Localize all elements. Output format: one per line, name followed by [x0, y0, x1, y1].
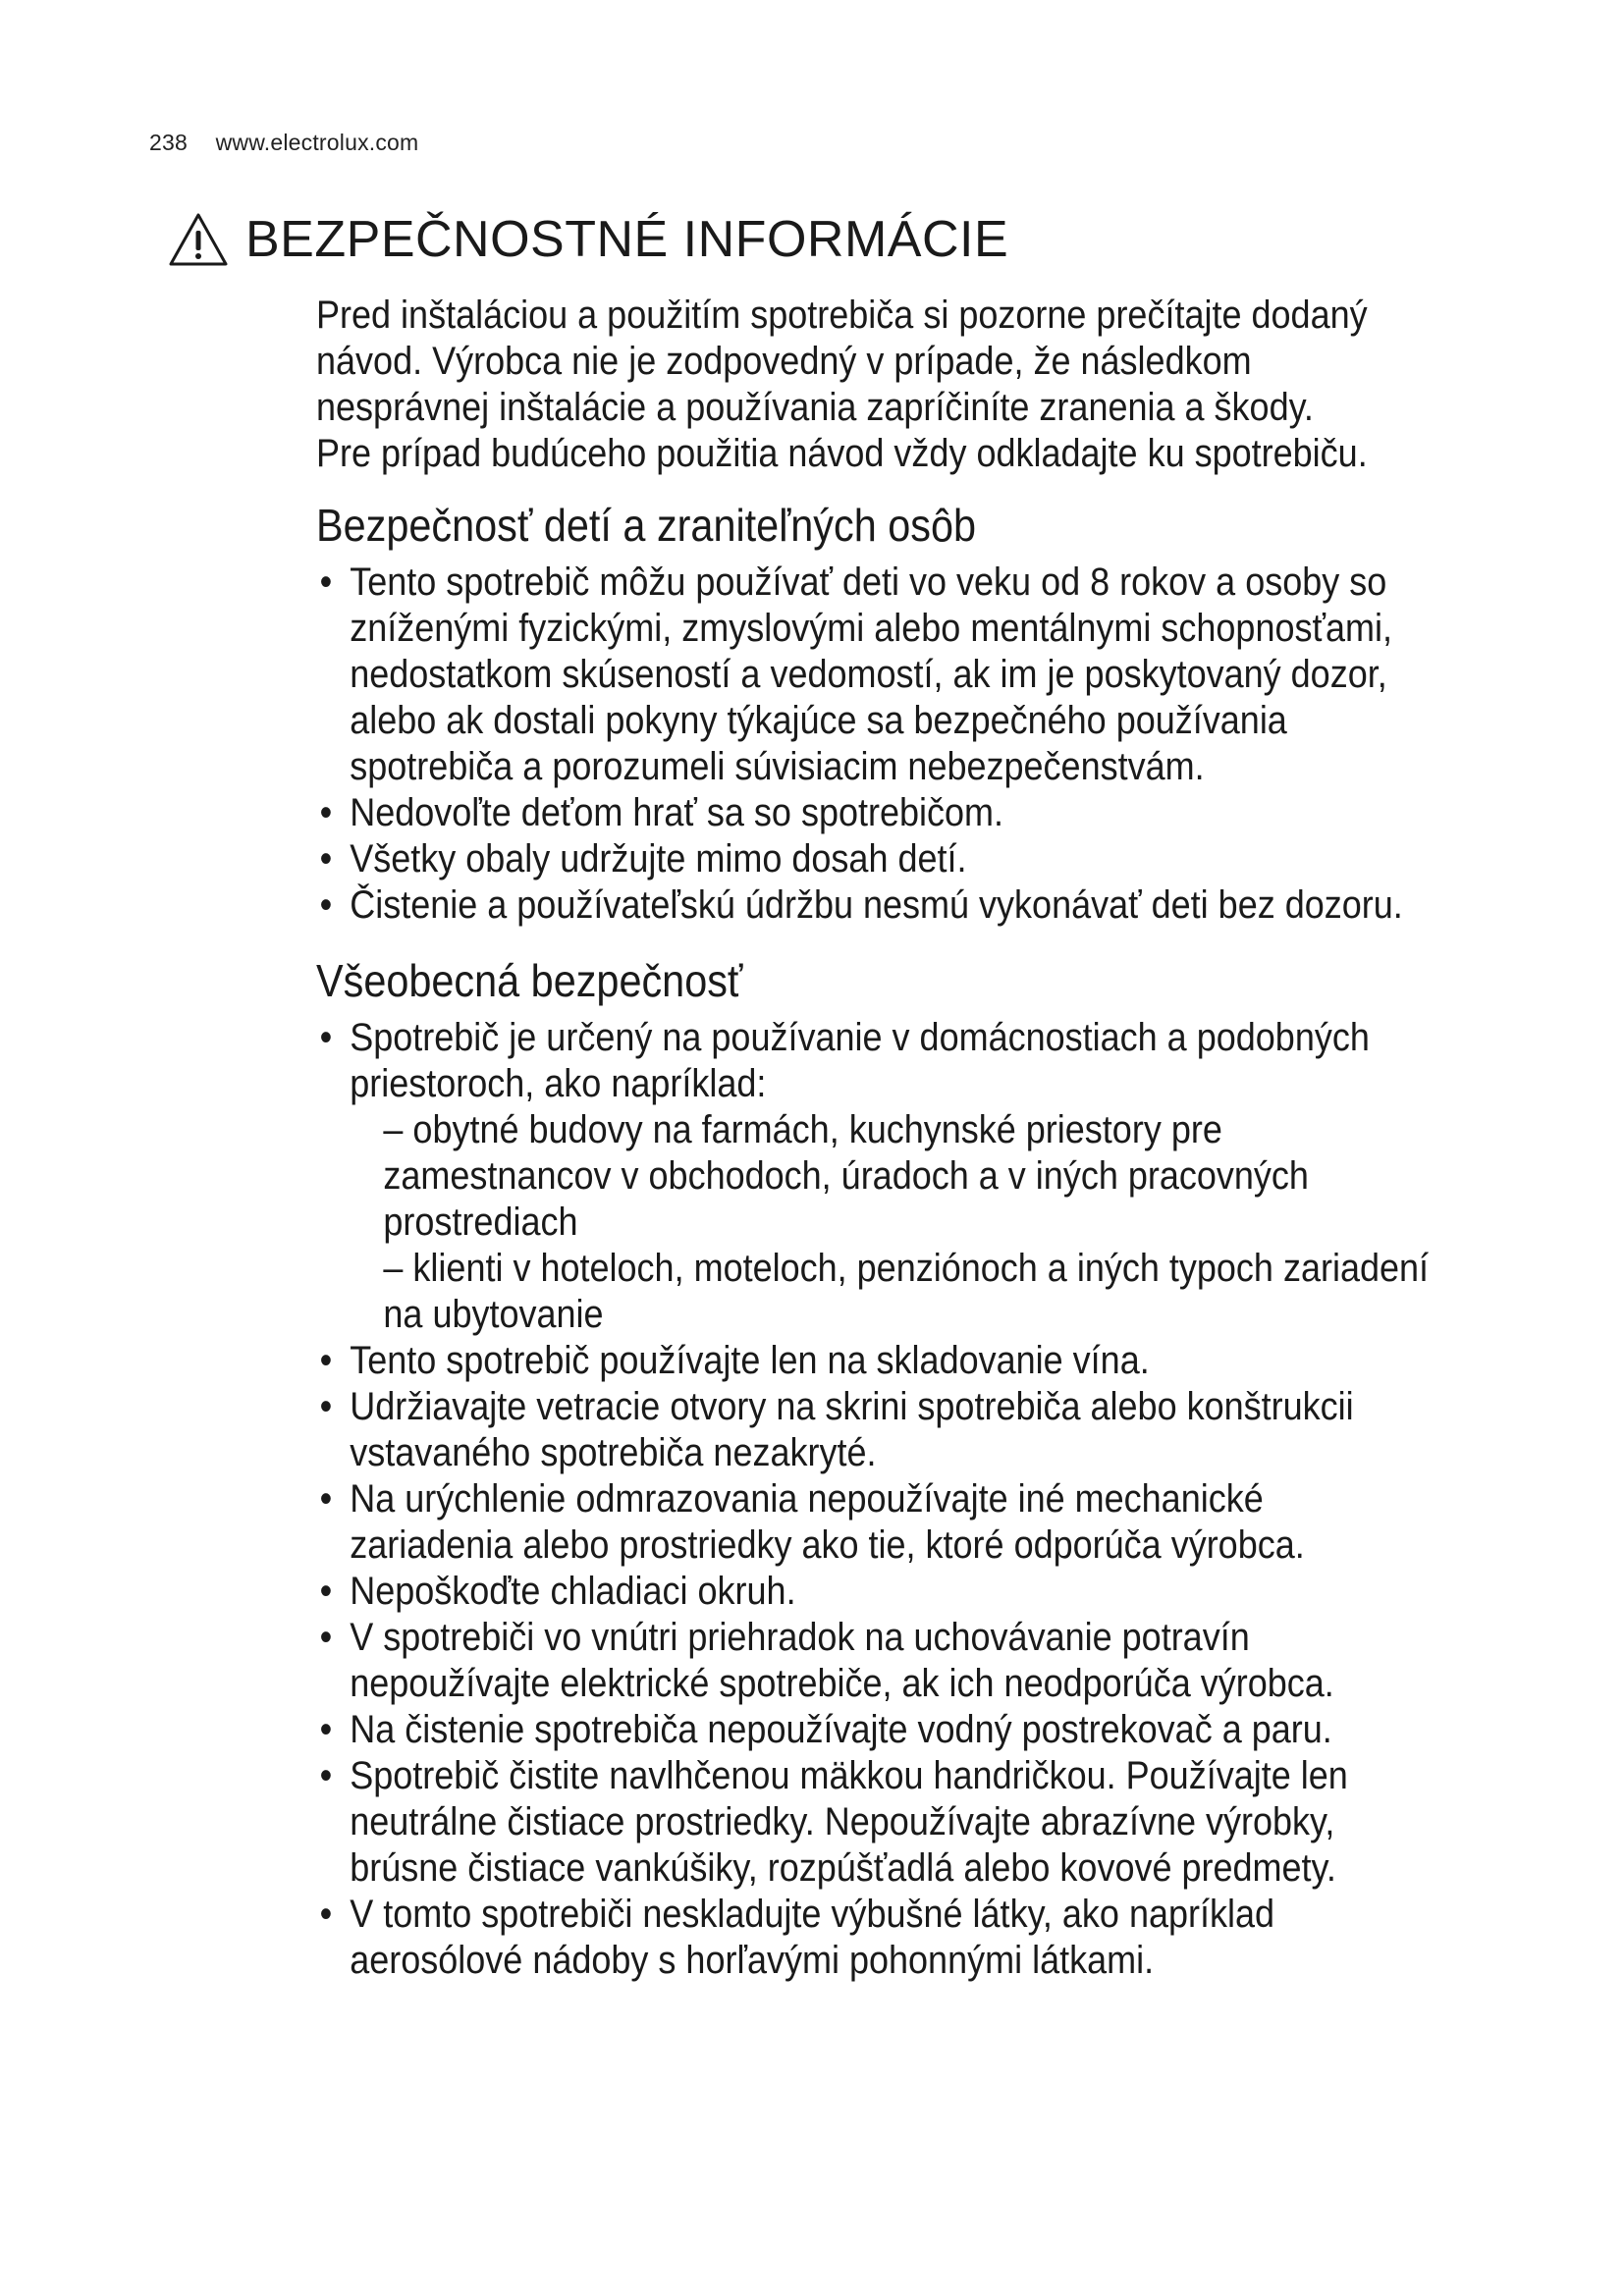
intro-line: návod. Výrobca nie je zodpovedný v prípade, že následkom: [316, 340, 1252, 383]
sub-item: – klienti v hoteloch, moteloch, penziónoch a iných typoch zariadení na ubytovanie: [383, 1247, 1430, 1336]
intro-line: nesprávnej inštalácie a používania zapríčiníte zranenia a škody.: [316, 386, 1314, 429]
warning-triangle-icon: [167, 211, 230, 268]
intro-line: Pre prípad budúceho použitia návod vždy odkladajte ku spotrebiču.: [316, 432, 1368, 475]
list-item: • Na čistenie spotrebiča nepoužívajte vodný postrekovač a paru.: [316, 1707, 1430, 1753]
document-body: [316, 293, 1430, 2009]
page-number: 238: [149, 130, 188, 155]
intro-paragraph: [316, 293, 1430, 477]
list-item: • Čistenie a používateľskú údržbu nesmú vykonávať deti bez dozoru.: [316, 882, 1430, 929]
list-item: • Tento spotrebič používajte len na skladovanie vína.: [316, 1338, 1430, 1384]
list-item: [316, 1015, 1430, 1338]
list-item: • Na urýchlenie odmrazovania nepoužívajte iné mechanické zariadenia alebo prostriedky ako tie, ktoré odporúča výrobca.: [316, 1476, 1430, 1569]
list-item: • Všetky obaly udržujte mimo dosah detí.: [316, 836, 1430, 882]
list-item: • Nedovoľte deťom hrať sa so spotrebičom.: [316, 790, 1430, 836]
general-safety-list: [316, 1015, 1430, 1984]
section-heading-general: Všeobecná bezpečnosť: [316, 955, 743, 1006]
list-item: • Nepoškoďte chladiaci okruh.: [316, 1569, 1430, 1615]
page-header: [149, 130, 418, 156]
website-url: www.electrolux.com: [215, 130, 419, 155]
list-item: • V tomto spotrebiči neskladujte výbušné látky, ako napríklad aerosólové nádoby s horľavými pohonnými látkami.: [316, 1892, 1430, 1984]
list-item: • V spotrebiči vo vnútri priehradok na uchovávanie potravín nepoužívajte elektrické spotrebiče, ak ich neodporúča výrobca.: [316, 1615, 1430, 1707]
list-item: • Udržiavajte vetracie otvory na skrini spotrebiča alebo konštrukcii vstavaného spotrebiča nezakryté.: [316, 1384, 1430, 1476]
list-item: • Tento spotrebič môžu používať deti vo veku od 8 rokov a osoby so zníženými fyzickými, zmyslovými alebo mentálnymi schopnosťami, nedostatkom skúseností a vedomostí, ak im je poskytovaný dozor, alebo ak dostali pokyny týkajúce sa bezpečného používania spotrebiča a porozumeli súvisiacim nebezpečenstvám.: [316, 560, 1430, 790]
list-item-text: Spotrebič je určený na používanie v domácnostiach a podobných priestoroch, ako napríklad:: [350, 1016, 1370, 1105]
sub-item: – obytné budovy na farmách, kuchynské priestory pre zamestnancov v obchodoch, úradoch a v iných pracovných prostrediach: [383, 1108, 1309, 1244]
title-row: [167, 210, 1008, 269]
section-heading-children: Bezpečnosť detí a zraniteľných osôb: [316, 500, 977, 551]
page-title: BEZPEČNOSTNÉ INFORMÁCIE: [245, 211, 1009, 268]
intro-line: Pred inštaláciou a použitím spotrebiča si pozorne prečítajte dodaný: [316, 294, 1368, 337]
list-item: • Spotrebič čistite navlhčenou mäkkou handričkou. Používajte len neutrálne čistiace prostriedky. Nepoužívajte abrazívne výrobky, brúsne čistiace vankúšiky, rozpúšťadlá alebo kovové predmety.: [316, 1753, 1430, 1892]
children-safety-list: [316, 560, 1430, 929]
